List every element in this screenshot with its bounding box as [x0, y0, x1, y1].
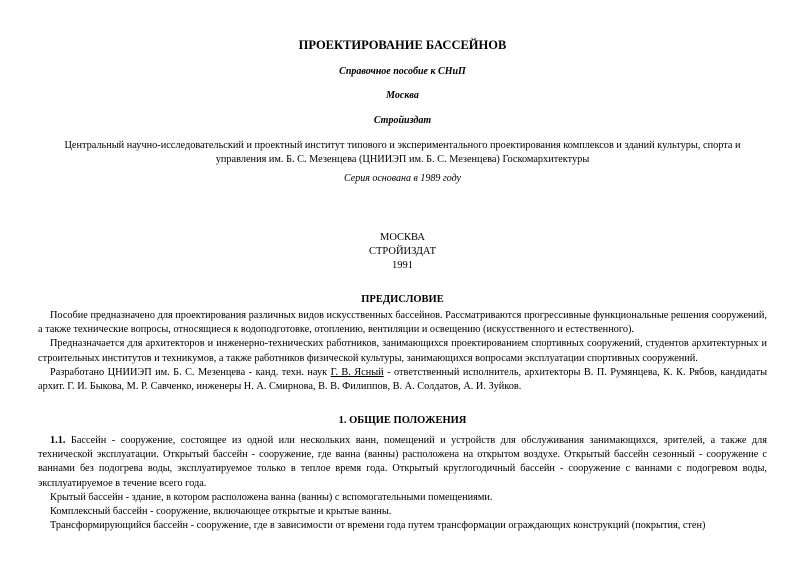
- imprint-city: МОСКВА: [380, 232, 425, 243]
- institute-name: Центральный научно-исследовательский и проектный институт типового и экспериментального проектирования комплексов и зданий культуры, спорта и управления им. Б. С. Мезенцева (ЦНИИЭП им. Б. С. Мезенцева) Госкомархитектуры: [64, 140, 741, 165]
- preface-paragraph: Предназначается для архитекторов и инженерно-технических работников, занимающихся проектированием спортивных сооружений, студентов архитектурных и строительных институтов и техникумов, а также работников физической культуры, занимающихся вопросами эксплуатации спортивных сооружений.: [38, 338, 767, 364]
- preface-heading: ПРЕДИСЛОВИЕ: [361, 294, 444, 305]
- imprint-publisher: СТРОЙИЗДАТ: [369, 246, 436, 257]
- section-body: [38, 434, 767, 533]
- author-link[interactable]: Г. В. Ясный: [330, 366, 384, 378]
- publisher-name: Стройиздат: [373, 115, 432, 126]
- clause-number: 1.1.: [50, 435, 66, 446]
- clause-text: Бассейн - сооружение, состоящее из одной или нескольких ванн, помещений и устройств для обслуживания занимающихся, зрителей, а также для технической эксплуатации. Открытый бассейн - сооружение, где ванна (ванны) расположена на открытом воздухе. Открытый бассейн сезонный - сооружение с ваннами без подогрева воды, эксплуатируемое только в теплое время года. Открытый круглогодичный бассейн - сооружение с ваннами с подогревом воды, эксплуатируемое в течение всего года.: [38, 435, 767, 489]
- section-paragraph: [38, 434, 767, 491]
- document-subtitle: Справочное пособие к СНиП: [339, 66, 466, 77]
- series-note: Серия основана в 1989 году: [344, 173, 461, 184]
- section-paragraph: Крытый бассейн - здание, в котором расположена ванна (ванны) с вспомогательными помещениями.: [50, 491, 493, 503]
- preface-body: [38, 309, 767, 394]
- imprint-year: 1991: [392, 260, 413, 271]
- section-paragraph: Трансформирующийся бассейн - сооружение, где в зависимости от времени года путем трансформации ограждающих конструкций (покрытия, стен): [50, 520, 706, 532]
- publication-city: Москва: [386, 90, 419, 101]
- preface-paragraph: [38, 366, 767, 394]
- section-heading: 1. ОБЩИЕ ПОЛОЖЕНИЯ: [338, 415, 467, 426]
- preface-text: Разработано ЦНИИЭП им. Б. С. Мезенцева - канд. техн. наук: [50, 366, 331, 378]
- preface-text: - ответственный исполнитель, архитекторы В. П. Румянцева, К. К. Рябов, кандидаты архит. Г. И. Быкова, М. Р. Савченко, инженеры Н. А. Смирнова, В. В. Филиппов, В. А. Солдатов, А. И. Зуйков.: [38, 366, 767, 393]
- document-title: ПРОЕКТИРОВАНИЕ БАССЕЙНОВ: [298, 38, 507, 52]
- section-paragraph: Комплексный бассейн - сооружение, включающее открытые и крытые ванны.: [50, 506, 392, 518]
- imprint-block: [38, 231, 767, 273]
- preface-paragraph: Пособие предназначено для проектирования различных видов искусственных бассейнов. Рассматриваются прогрессивные функциональные решения сооружений, а также технические вопросы, относящиеся к водоподготовке, отоплению, вентиляции и освещению (искусственного и естественного).: [38, 310, 767, 336]
